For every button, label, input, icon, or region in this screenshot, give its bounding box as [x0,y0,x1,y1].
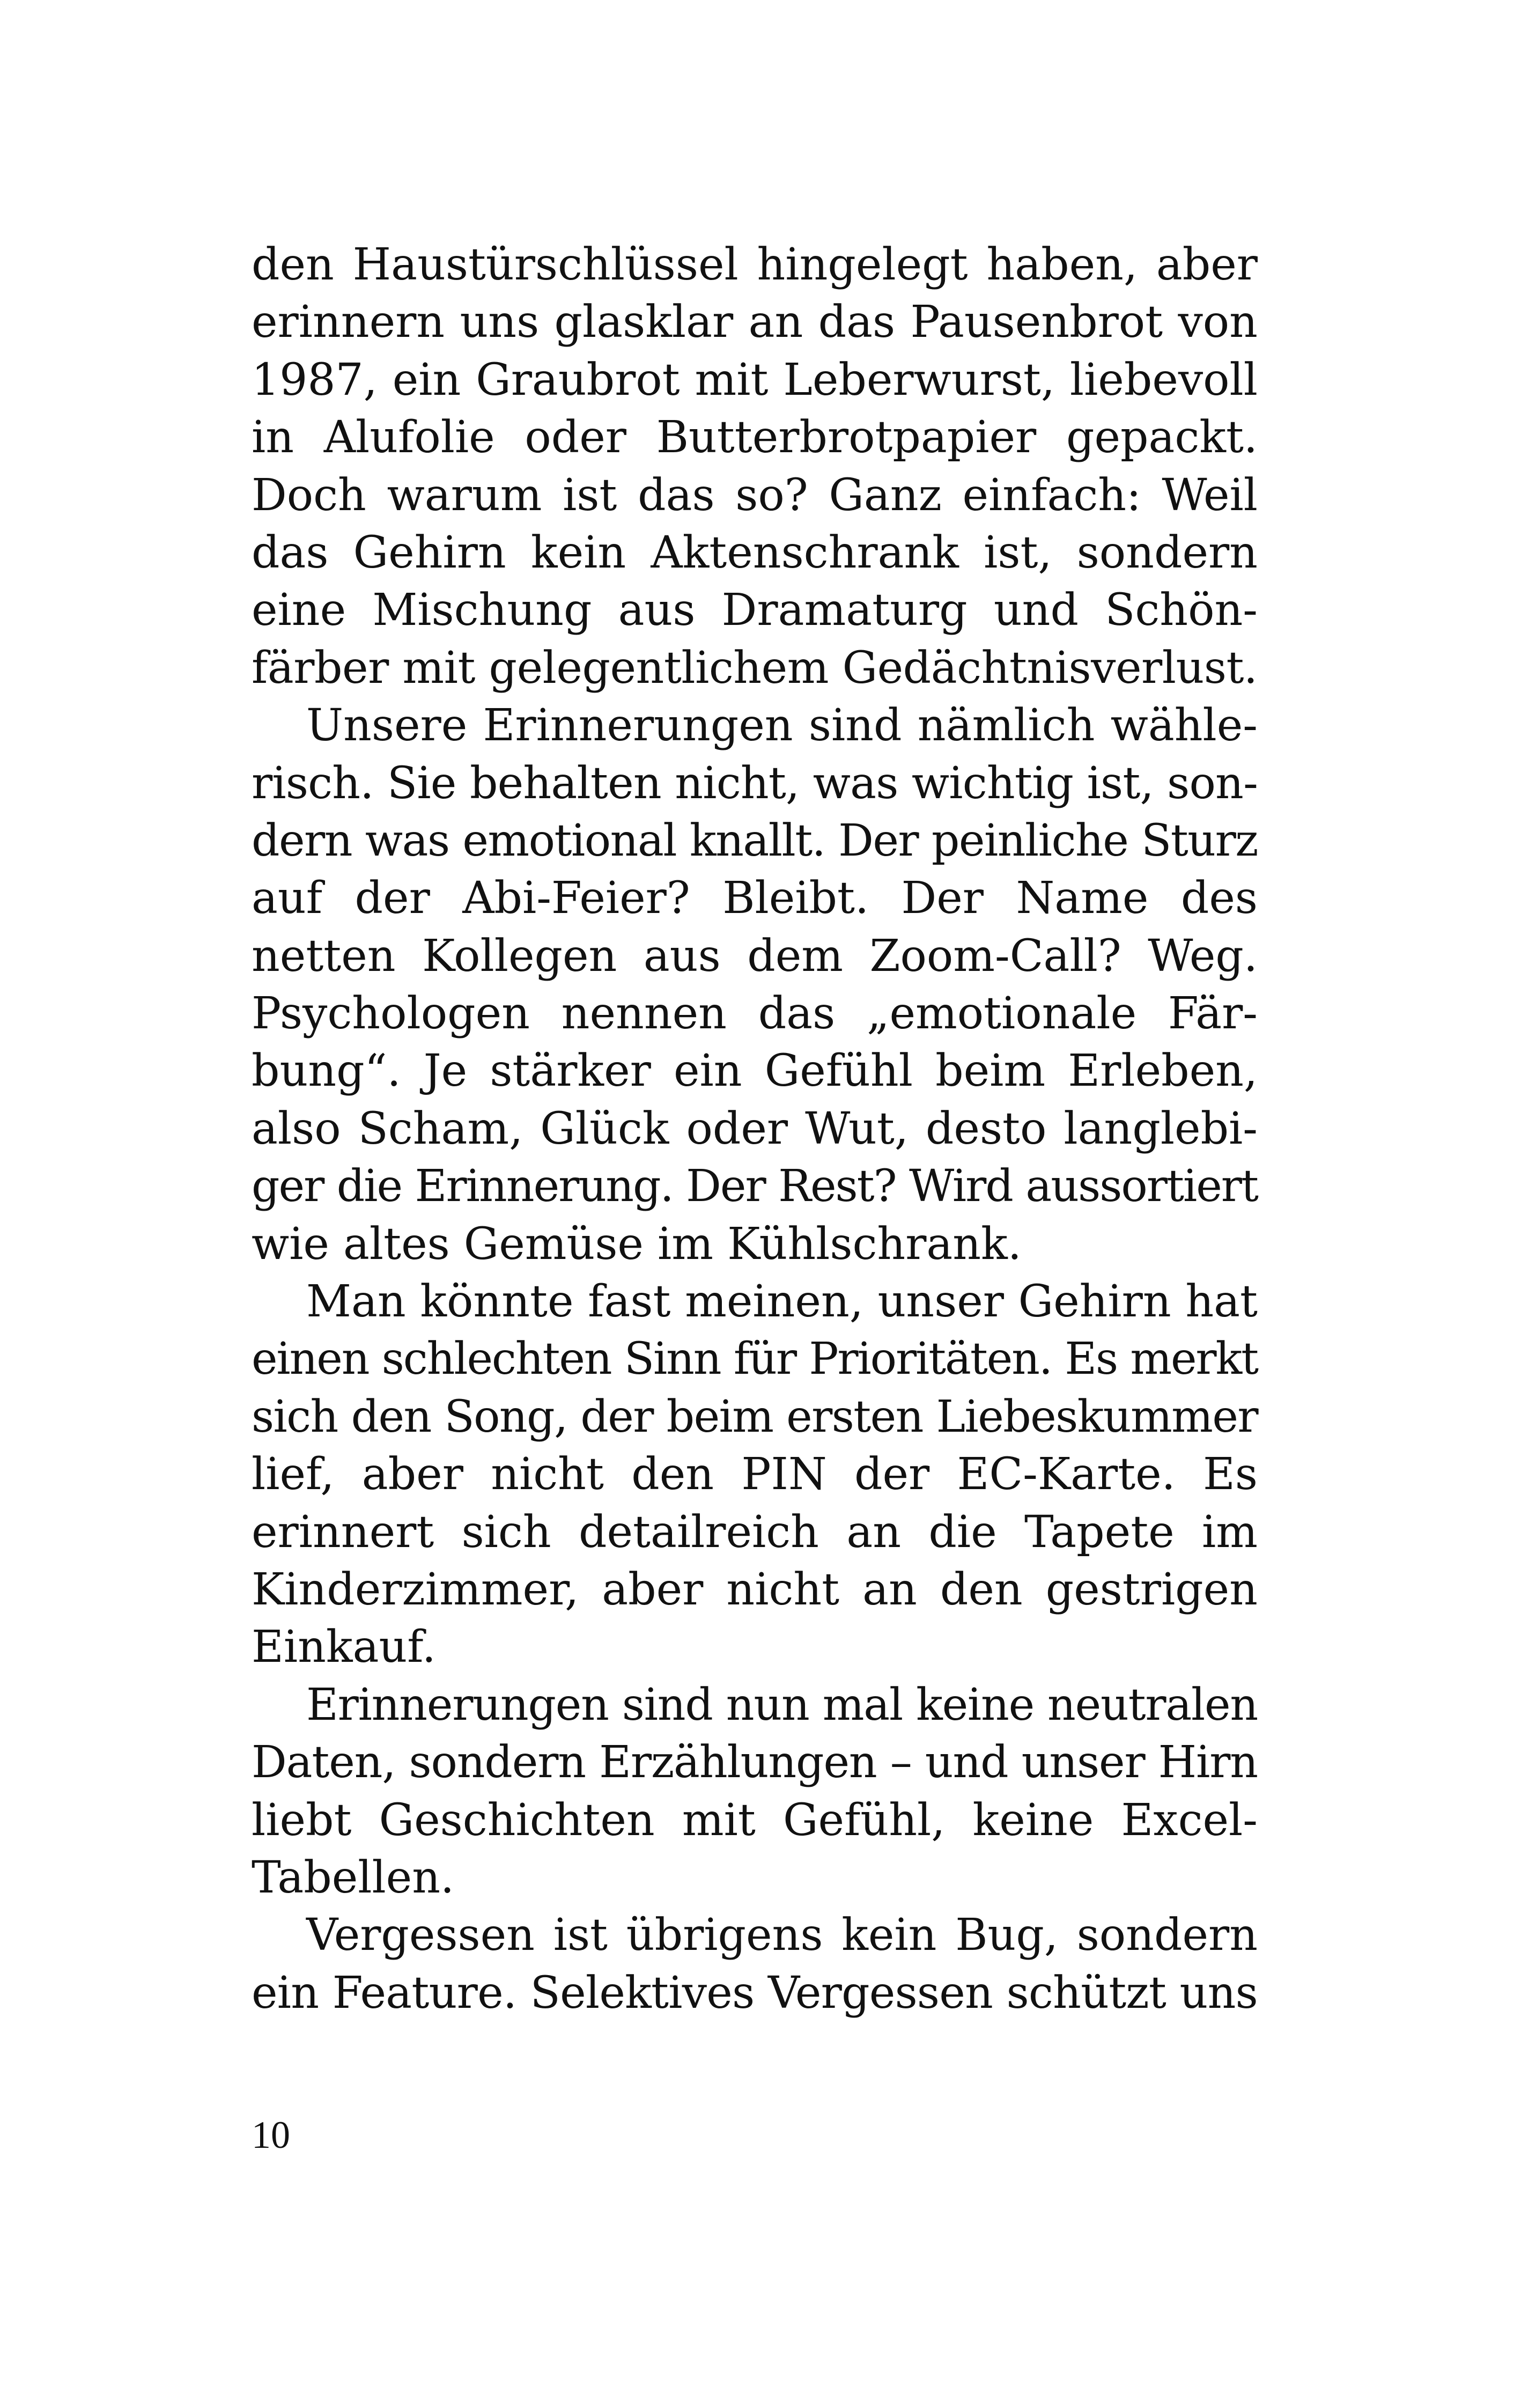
text-line: Tabellen. [252,1852,455,1903]
page-number: 10 [252,2114,290,2156]
text-line: Erinnerungen sind nun mal keine neutralen [306,1679,1258,1730]
text-line: einen schlechten Sinn für Prioritäten. Es merkt [252,1334,1258,1385]
text-line: netten Kollegen aus dem Zoom-Call? Weg. [252,930,1258,982]
text-line: in Alufolie oder Butterbrotpapier gepackt. [252,412,1258,463]
text-line: Daten, sondern Erzählungen – und unser Hirn [252,1737,1258,1788]
text-line: wie altes Gemüse im Kühlschrank. [252,1218,1022,1270]
text-line: 1987, ein Graubrot mit Leberwurst, liebevoll [252,354,1258,406]
text-line: bung“. Je stärker ein Gefühl beim Erleben, [252,1045,1258,1097]
text-line: Kinderzimmer, aber nicht an den gestrigen [252,1564,1258,1615]
text-line: sich den Song, der beim ersten Liebeskummer [252,1391,1258,1442]
text-line: auf der Abi-Feier? Bleibt. Der Name des [252,873,1258,924]
text-line: färber mit gelegentlichem Gedächtnisverlust. [252,642,1258,694]
body-text [252,236,1258,2022]
text-line: liebt Geschichten mit Gefühl, keine Excel- [252,1794,1258,1846]
text-line: erinnert sich detailreich an die Tapete im [252,1506,1258,1558]
text-line: Doch warum ist das so? Ganz einfach: Weil [252,469,1258,521]
text-line: erinnern uns glasklar an das Pausenbrot von [252,297,1258,348]
text-line: also Scham, Glück oder Wut, desto langlebi- [252,1103,1258,1154]
text-line: eine Mischung aus Dramaturg und Schön- [252,585,1258,636]
text-line: Psychologen nennen das „emotionale Fär- [252,988,1258,1040]
text-line: ger die Erinnerung. Der Rest? Wird aussortiert [252,1161,1258,1212]
text-line: Vergessen ist übrigens kein Bug, sondern [306,1910,1258,1961]
text-line: Unsere Erinnerungen sind nämlich wähle- [306,700,1258,752]
text-line: Einkauf. [252,1622,436,1673]
text-line: lief, aber nicht den PIN der EC-Karte. Es [252,1449,1258,1500]
text-line: den Haustürschlüssel hingelegt haben, aber [252,239,1258,290]
text-line: risch. Sie behalten nicht, was wichtig ist, son- [252,757,1258,809]
text-line: das Gehirn kein Aktenschrank ist, sondern [252,527,1258,578]
text-line: dern was emotional knallt. Der peinliche Sturz [252,815,1258,866]
text-line: Man könnte fast meinen, unser Gehirn hat [306,1276,1258,1328]
text-line: ein Feature. Selektives Vergessen schützt uns [252,1967,1258,2019]
